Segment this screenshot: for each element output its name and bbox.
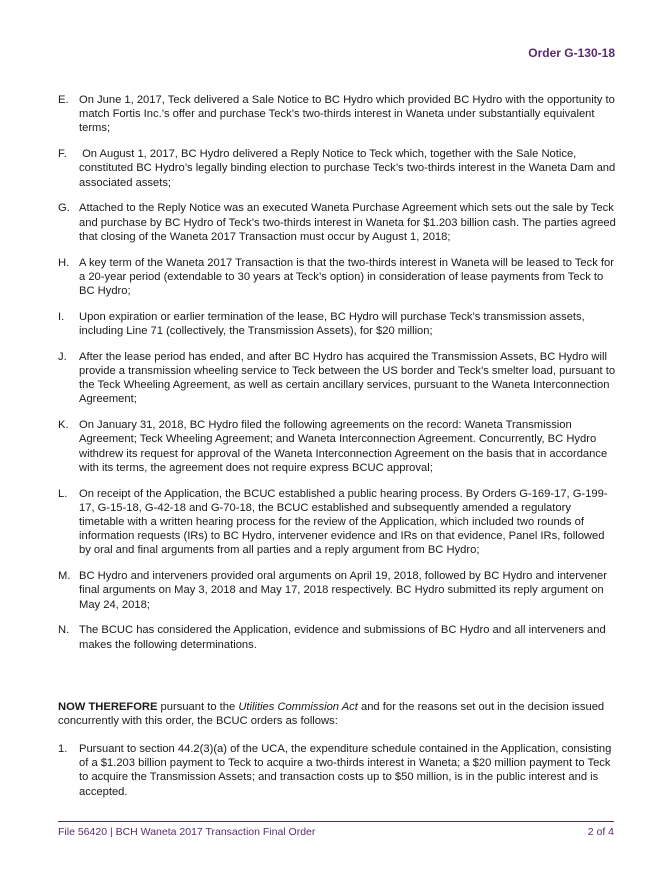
now-therefore-post: and for the reasons set out in the decision issued concurrently with this order, the BCUC orders as follows: xyxy=(58,701,605,728)
recital-letter: E. xyxy=(58,94,69,106)
recital-letter: N. xyxy=(58,624,70,637)
footer-page-number: 2 of 4 xyxy=(587,826,614,838)
footer-file-info: File 56420 | BCH Waneta 2017 Transaction Final Order xyxy=(58,826,316,838)
order-number-label: 1. xyxy=(58,743,68,755)
recital-text: On January 31, 2018, BC Hydro filed the following agreements on the record: Waneta Transmission Agreement; Teck Wheeling Agreement; and Waneta Interconnection Agreement. Concurrently, BC Hydro withdrew its request for approval of the Waneta Interconnection Agreement on the basis that in accordance with its terms, the agreement does not require express BCUC approval; xyxy=(79,419,608,474)
recital-m xyxy=(58,569,618,612)
recital-text: BC Hydro and interveners provided oral arguments on April 19, 2018, followed by BC Hydro and intervener final arguments on May 3, 2018 and May 17, 2018 respectively. BC Hydro submitted its reply argument on May 24, 2018; xyxy=(79,570,607,611)
recital-letter: L. xyxy=(58,487,68,500)
recital-j xyxy=(58,350,618,407)
recitals-list xyxy=(58,93,618,663)
recital-letter: K. xyxy=(58,419,69,432)
recital-l xyxy=(58,487,618,558)
recital-k xyxy=(58,418,618,475)
recital-e xyxy=(58,93,618,136)
recital-text: After the lease period has ended, and after BC Hydro has acquired the Transmission Assets, BC Hydro will provide a transmission wheeling service to Teck between the US border and Teck’s smelter load, pursuant to the Teck Wheeling Agreement, as well as certain ancillary services, pursuant to the Waneta Interconnection Agreement; xyxy=(79,350,616,406)
recital-i xyxy=(58,310,618,338)
recital-letter: G. xyxy=(58,202,70,215)
orders-list xyxy=(58,742,618,810)
now-therefore-pre: pursuant to the xyxy=(157,701,239,713)
recital-text: The BCUC has considered the Application, evidence and submissions of BC Hydro and all interveners and makes the following determinations. xyxy=(79,624,606,651)
recital-text: On receipt of the Application, the BCUC established a public hearing process. By Orders G-169-17, G-199-17, G-15-18, G-42-18 and G-70-18, the BCUC established and subsequently amended a regulatory timetable with a written hearing process for the review of the Application, which included two rounds of information requests (IRs) to BC Hydro, intervener evidence and IRs on that evidence, Panel IRs, followed by oral and final arguments from all parties and a reply argument from BC Hydro; xyxy=(79,487,608,557)
recital-letter: M. xyxy=(58,570,71,583)
now-therefore-lead: NOW THEREFORE xyxy=(58,701,158,713)
recital-letter: H. xyxy=(58,256,70,269)
act-name: Utilities Commission Act xyxy=(238,701,358,713)
recital-h xyxy=(58,256,618,299)
recital-letter: F. xyxy=(58,148,67,161)
recital-text: Attached to the Reply Notice was an executed Waneta Purchase Agreement which sets out the sale by Teck and purchase by BC Hydro of Teck’s two-thirds interest in Waneta for $1.203 billion cash. The parties agreed that closing of the Waneta 2017 Transaction must occur by August 1, 2018; xyxy=(79,202,616,243)
now-therefore-paragraph xyxy=(58,700,618,728)
recital-n xyxy=(58,623,618,651)
recital-text: On August 1, 2017, BC Hydro delivered a Reply Notice to Teck which, together with the Sale Notice, constituted BC Hydro’s legally binding election to purchase Teck’s two-thirds interest in the Waneta Dam and associated assets; xyxy=(79,148,619,189)
recital-text: Upon expiration or earlier termination of the lease, BC Hydro will purchase Teck’s transmission assets, including Line 71 (collectively, the Transmission Assets), for $20 million; xyxy=(79,310,585,338)
recital-f xyxy=(58,147,618,190)
recital-letter: I. xyxy=(58,310,65,323)
order-item-1 xyxy=(58,742,618,799)
order-text: Pursuant to section 44.2(3)(a) of the UCA, the expenditure schedule contained in the Application, consisting of a $1.203 billion payment to Teck to acquire a two-thirds interest in Waneta; a $20 million payment to Teck to acquire the Transmission Assets; and transaction costs up to $50 million, is in the public interest and is accepted. xyxy=(79,743,612,798)
recital-letter: J. xyxy=(58,350,67,363)
order-number: Order G-130-18 xyxy=(528,46,615,60)
footer-divider xyxy=(58,821,614,822)
recital-text: On June 1, 2017, Teck delivered a Sale Notice to BC Hydro which provided BC Hydro with the opportunity to match Fortis Inc.’s offer and purchase Teck’s two-thirds interest in Waneta under substantially equivalent terms; xyxy=(79,94,615,135)
recital-g xyxy=(58,201,618,244)
recital-text: A key term of the Waneta 2017 Transaction is that the two-thirds interest in Waneta will be leased to Teck for a 20-year period (extendable to 30 years at Teck’s option) in consideration of lease payments from Teck to BC Hydro; xyxy=(79,256,614,298)
